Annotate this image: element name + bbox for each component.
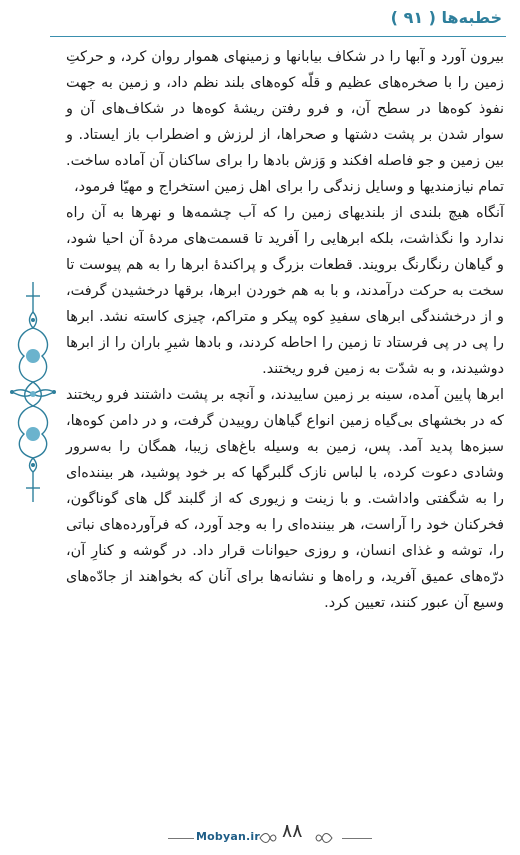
page-header-title: خطبه‌ها ( ۹۱ ) [390,8,502,27]
footer-divider-left [168,838,194,839]
footer-ornament-icon [314,828,334,848]
paragraph: ابرها پایین آمده، سینه بر زمین ساییدند، و آنچه بر پشت داشتند فرو ریختند که در بخشهای بی‌گیاه زمین انواع گیاهان روییدن گرفت، و در دامن کوه‌ها، سبزه‌ها پدید آمد. پس، زمین به وسیله باغ‌های زیبا، همگان را به‌سرور وشادی دعوت کرده، با لباس نازک گلبرگها که بر خود پوشید، هر بیننده‌ای را به شگفتی واداشت. و با زینت و زیوری که از گلبند گل های گوناگون، فخرکنان خود را آراست، هر بیننده‌ای را به وجد آورد، که فرآورده‌های نباتی را، توشه و غذای انسان، و روزی حیوانات قرار داد. در گوشه و کنارِ آن، درّه‌های عمیق آفرید، و راه‌ها و نشانه‌ها برای آنان که بخواهند از جادّه‌های وسیع آن عبور کنند، تعیین کرد. [66,387,504,611]
footer-ornament-icon [258,828,278,848]
page-number: ۸۸ [282,820,303,842]
header-divider [50,36,506,37]
page-body [66,44,504,616]
paragraph: آنگاه هیچ بلندی از بلندیهای زمین را که آب چشمه‌ها و نهرها به آن راه ندارد وا نگذاشت، بلکه ابرهایی را آفرید تا قسمت‌های مردهٔ آن احیا شود، و گیاهان رنگارنگ برویند. قطعات بزرگ و پراکندهٔ ابرها را به هم پیوست تا سخت به حرکت درآمدند، و با به هم خوردن ابرها، برقها درخشیدن گرفت، و از درخشندگی ابرهای سفیدِ کوه پیکر و متراکم، چیزی کاسته نشد. ابرها را پی در پی فرستاد تا زمین را احاطه کردند، و بادها شیرِ باران را از ابرها دوشیدند، و به شدّت به زمین فرو ریختند. [66,205,504,377]
page-footer [0,818,520,848]
footer-divider-right [342,838,372,839]
site-logo: Mobyan.ir [196,830,260,843]
paragraph: بیرون آورد و آبها را در شکاف بیابانها و زمینهای هموار روان کرد، و حرکتِ زمین را با صخره‌های عظیم و قلّه کوه‌های بلند نظم داد، و زمین به جهت نفوذ کوه‌ها در سطح آن، و فرو رفتن ریشهٔ کوه‌ها در شکاف‌های آن و سوار شدن بر پشت دشتها و صحراها، از لرزش و اضطراب باز ایستاد. و بین زمین و جو فاصله افکند و وَزش بادها را برای ساکنان آن آماده ساخت. تمام نیازمندیها و وسایل زندگی را برای اهل زمین استخراج و مهیّا فرمود، [66,49,504,195]
margin-ornament-icon [4,282,62,502]
